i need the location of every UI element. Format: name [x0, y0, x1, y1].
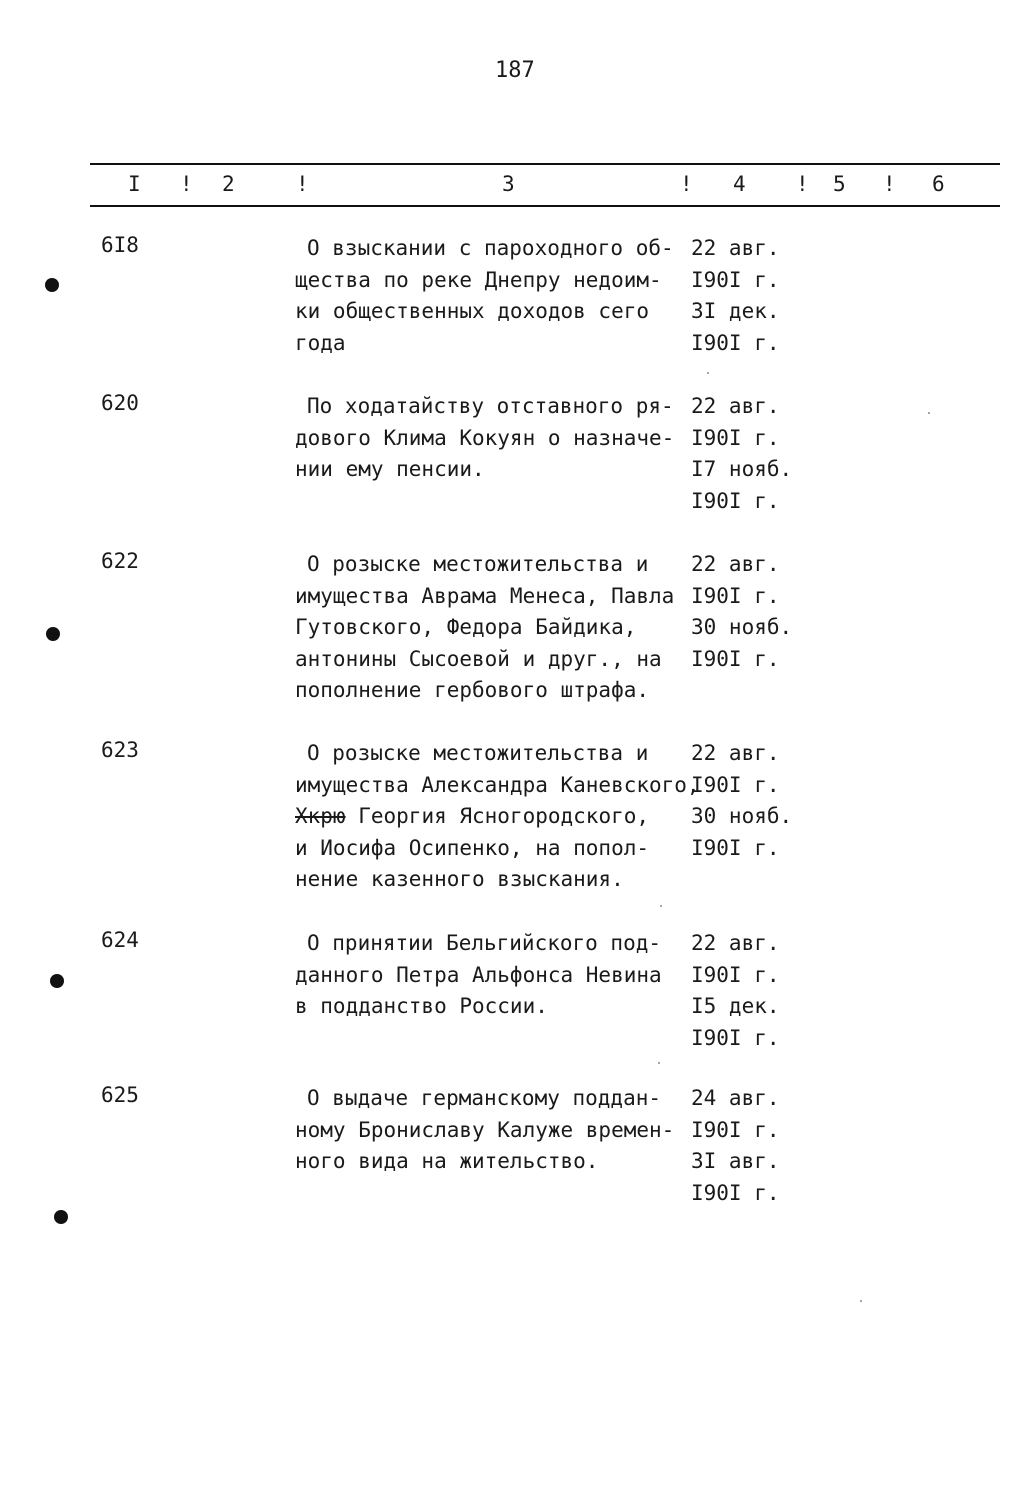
column-separator: !	[180, 172, 193, 196]
entry-title: О розыске местожительства и имущества Аврама Менеса, Павла Гутовского, Федора Байдика, антонины Сысоевой и друг., на пополнение гербового штрафа.	[295, 552, 675, 703]
entry-title: О взыскании с пароходного об- щества по реке Днепру недоим- ки общественных доходов сего года	[295, 236, 674, 355]
punch-hole	[45, 278, 59, 292]
entry-title: О выдаче германскому поддан- ному Брониславу Калуже времен- ного вида на жительство.	[295, 1086, 675, 1174]
entry-number: 620	[101, 391, 139, 415]
entry-dates: 22 авг. I90I г. 30 нояб. I90I г.	[691, 552, 793, 671]
scan-speck	[707, 372, 709, 374]
entry-title: О розыске местожительства и имущества Александра Каневского, Хкрю Георгия Ясногородского, и Иосифа Осипенко, на попол- нение казенного взыскания.	[295, 741, 700, 892]
header-rule-top	[90, 163, 1000, 165]
punch-hole	[54, 1210, 68, 1224]
column-separator: !	[680, 172, 693, 196]
entry-number: 624	[101, 928, 139, 952]
column-separator: !	[296, 172, 309, 196]
punch-hole	[50, 974, 64, 988]
entry-dates: 22 авг. I90I г. 3I дек. I90I г.	[691, 236, 780, 355]
scan-speck	[928, 412, 930, 414]
entry-number: 625	[101, 1083, 139, 1107]
column-separator: !	[883, 172, 896, 196]
page-number: 187	[495, 58, 535, 83]
column-header-3: 3	[502, 172, 515, 196]
scan-speck	[658, 1062, 660, 1064]
scan-speck	[860, 1300, 862, 1302]
column-header-4: 4	[733, 172, 746, 196]
column-header-1: I	[128, 172, 141, 196]
entry-number: 622	[101, 549, 139, 573]
column-header-5: 5	[833, 172, 846, 196]
punch-hole	[46, 627, 60, 641]
header-rule-bottom	[90, 205, 1000, 207]
column-header-6: 6	[932, 172, 945, 196]
entry-dates: 22 авг. I90I г. I5 дек. I90I г.	[691, 931, 780, 1050]
entry-number: 623	[101, 738, 139, 762]
entry-title: О принятии Бельгийского под- данного Петра Альфонса Невина в подданство России.	[295, 931, 662, 1019]
entry-dates: 22 авг. I90I г. I7 нояб. I90I г.	[691, 394, 793, 513]
struck-word: Хкрю	[295, 804, 346, 829]
entry-number: 6I8	[101, 233, 139, 257]
entry-title: По ходатайству отставного ря- дового Клима Кокуян о назначе- нии ему пенсии.	[295, 394, 675, 482]
entry-dates: 22 авг. I90I г. 30 нояб. I90I г.	[691, 741, 793, 860]
column-separator: !	[796, 172, 809, 196]
column-header-2: 2	[222, 172, 235, 196]
scan-speck	[660, 905, 662, 907]
entry-dates: 24 авг. I90I г. 3I авг. I90I г.	[691, 1086, 780, 1205]
